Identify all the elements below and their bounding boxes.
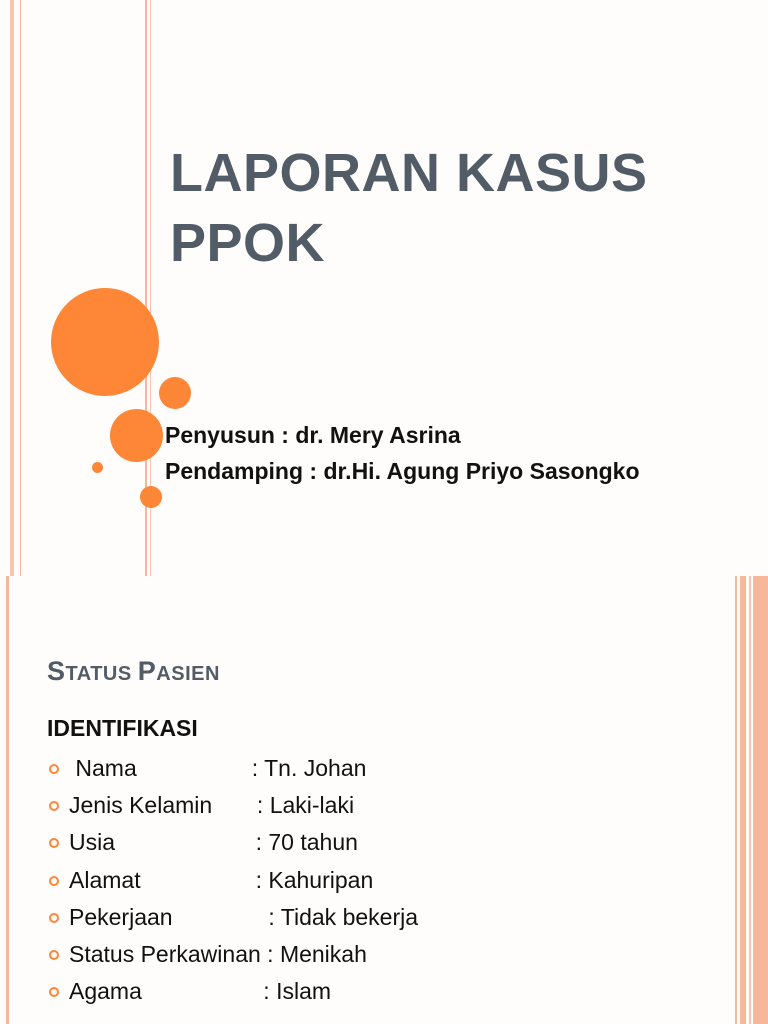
decor-circle-small <box>140 486 162 508</box>
heading-initial: P <box>137 656 157 686</box>
list-item <box>45 864 418 901</box>
list-item <box>45 975 418 1012</box>
slide-title <box>170 138 750 278</box>
list-item <box>45 752 418 789</box>
item-text: Usia : 70 tahun <box>69 829 358 856</box>
heading-rest: ASIEN <box>156 663 220 685</box>
decor-stripe <box>20 0 21 576</box>
list-item <box>45 826 418 863</box>
bullet-icon <box>49 987 59 997</box>
bullet-icon <box>49 913 59 923</box>
heading-initial: S <box>47 656 66 686</box>
item-text: Pekerjaan : Tidak bekerja <box>69 903 418 930</box>
title-line-1: LAPORAN KASUS <box>170 143 648 203</box>
identification-heading: IDENTIFIKASI <box>47 715 198 741</box>
bullet-icon <box>49 801 59 811</box>
decor-circle-medium <box>110 409 163 462</box>
patient-info-list <box>45 752 418 1012</box>
decor-stripe <box>6 576 9 1024</box>
author-line: Penyusun : dr. Mery Asrina <box>165 422 461 448</box>
list-item <box>45 789 418 826</box>
list-item <box>45 938 418 975</box>
decor-stripe <box>735 576 737 1024</box>
bullet-icon <box>49 876 59 886</box>
item-text: Alamat : Kahuripan <box>69 866 374 893</box>
list-item <box>45 901 418 938</box>
bullet-icon <box>49 838 59 848</box>
bullet-icon <box>49 950 59 960</box>
title-line-2: PPOK <box>170 213 326 273</box>
decor-stripe <box>10 0 14 576</box>
decor-circle-large <box>51 288 159 396</box>
decor-stripe <box>740 576 746 1024</box>
decor-stripe <box>749 576 751 1024</box>
decor-stripe <box>753 576 768 1024</box>
item-text: Nama : Tn. Johan <box>69 755 367 781</box>
section-heading <box>47 656 220 687</box>
bullet-icon <box>49 764 59 774</box>
decor-circle-small <box>159 377 191 409</box>
heading-rest: TATUS <box>65 663 138 685</box>
decor-circle-tiny <box>92 462 103 473</box>
item-text: Agama : Islam <box>69 978 332 1005</box>
item-text: Status Perkawinan : Menikah <box>69 940 367 967</box>
item-text: Jenis Kelamin : Laki-laki <box>69 792 355 819</box>
advisor-line: Pendamping : dr.Hi. Agung Priyo Sasongko <box>165 458 640 484</box>
